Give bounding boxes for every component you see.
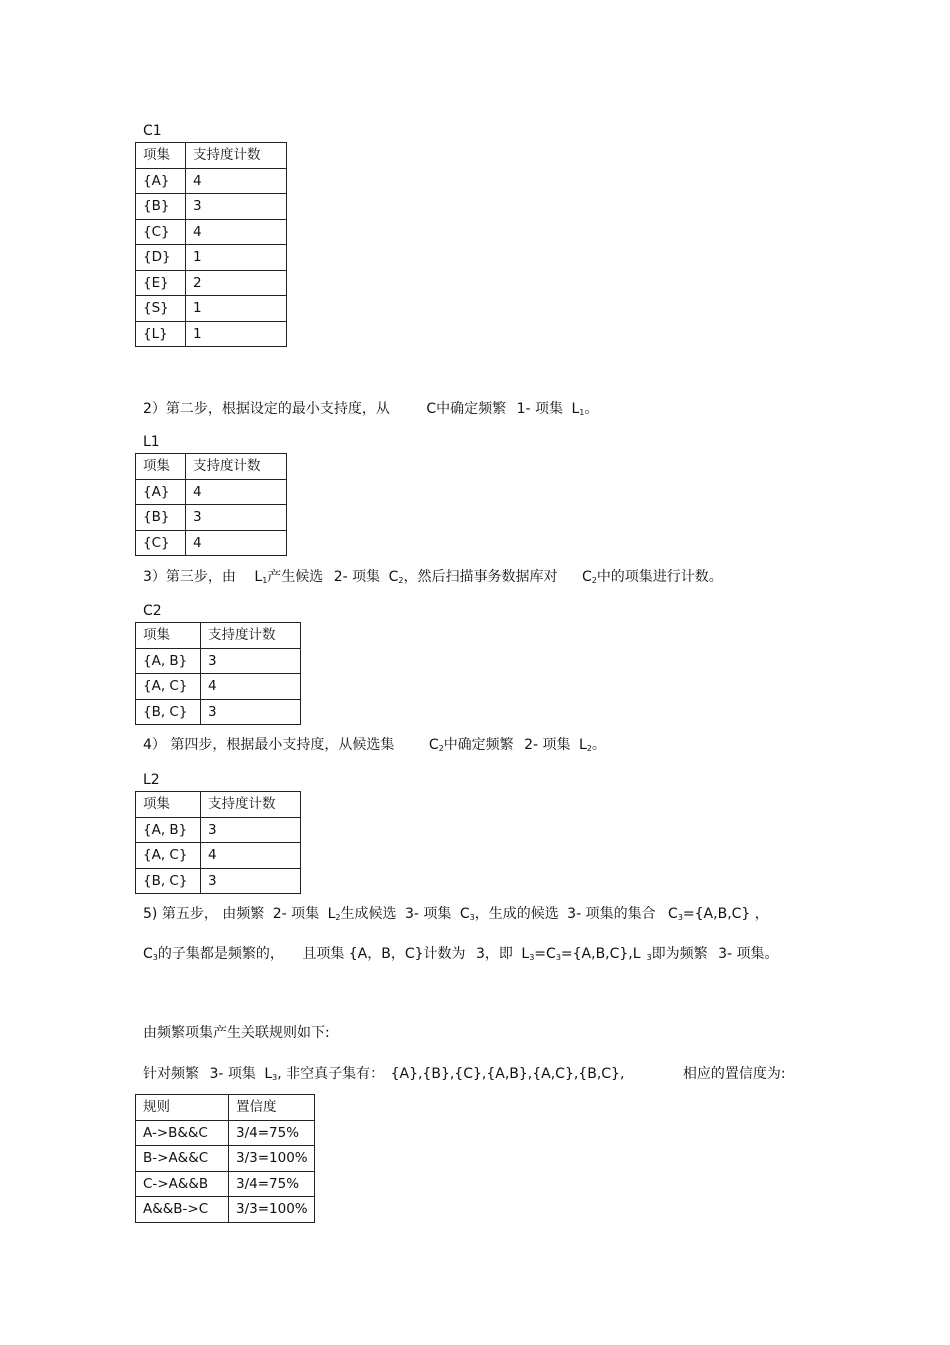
table-cell: 4 [186, 479, 287, 505]
table-c1 [135, 142, 287, 347]
text-span: 1- 项集 [516, 401, 564, 417]
text-span: 2- 项集 [524, 737, 571, 753]
text-span: 即为频繁 [651, 946, 708, 962]
text-span: 2- 项集 [333, 569, 381, 585]
table-cell: 1 [186, 321, 287, 347]
step-4-paragraph [143, 736, 606, 756]
table-label-l2: L2 [143, 772, 160, 788]
table-l2 [135, 791, 301, 894]
subsets-paragraph [143, 1065, 786, 1085]
text-span: L [327, 906, 336, 922]
table-row [136, 245, 287, 271]
subscript: 1 [262, 576, 268, 585]
header-cell: 置信度 [229, 1095, 315, 1121]
table-row [136, 194, 287, 220]
table-row [136, 1120, 315, 1146]
table-cell: 3 [201, 699, 301, 725]
text-span: 且项集 {A，B，C}计数为 [302, 946, 466, 962]
text-span: 中的项集进行计数。 [596, 569, 723, 585]
table-cell: {C} [136, 530, 186, 556]
text-span: L [521, 946, 530, 962]
text-span: , 非空真子集有： [277, 1066, 385, 1082]
table-header-row [136, 1095, 315, 1121]
header-cell: 项集 [136, 623, 201, 649]
text-span: 相应的置信度为: [682, 1066, 786, 1082]
subscript: 3 [272, 1073, 278, 1082]
table-rules [135, 1094, 315, 1223]
text-span: 3）第三步，由 [143, 569, 236, 585]
table-row [136, 296, 287, 322]
text-span: 产生候选 [267, 569, 324, 585]
table-header-row [136, 792, 301, 818]
table-row [136, 674, 301, 700]
table-cell: 2 [186, 270, 287, 296]
rules-intro: 由频繁项集产生关联规则如下: [143, 1025, 330, 1041]
table-cell: {B, C} [136, 868, 201, 894]
table-cell: A&&B->C [136, 1197, 229, 1223]
text-span: 的子集都是频繁的， [157, 946, 284, 962]
subscript: 1 [579, 408, 585, 417]
table-row [136, 1171, 315, 1197]
text-span: C [388, 569, 399, 585]
text-span: 。 [584, 401, 599, 417]
text-span: C [581, 569, 592, 585]
table-header-row [136, 454, 287, 480]
table-row [136, 699, 301, 725]
table-row [136, 1197, 315, 1223]
table-cell: {E} [136, 270, 186, 296]
subscript: 3 [469, 913, 475, 922]
table-row [136, 505, 287, 531]
table-cell: 3 [201, 648, 301, 674]
text-span: 4） 第四步，根据最小支持度，从候选集 [143, 737, 395, 753]
step-2-paragraph [143, 400, 598, 420]
table-cell: 3 [186, 194, 287, 220]
text-span: 3，即 [476, 946, 513, 962]
subscript: 3 [555, 953, 561, 962]
table-row [136, 648, 301, 674]
table-cell: 4 [201, 674, 301, 700]
header-cell: 规则 [136, 1095, 229, 1121]
text-span: C [428, 737, 439, 753]
text-span: C [143, 946, 153, 962]
table-cell: 4 [201, 843, 301, 869]
table-cell: {A} [136, 168, 186, 194]
text-span: 生成候选 [340, 906, 397, 922]
table-row [136, 868, 301, 894]
text-span: =C [534, 946, 556, 962]
header-cell: 支持度计数 [201, 623, 301, 649]
text-span: ，然后扫描事务数据库对 [403, 569, 558, 585]
table-c2 [135, 622, 301, 725]
text-span: 中确定频繁 [436, 401, 507, 417]
table-row [136, 843, 301, 869]
table-cell: 4 [186, 168, 287, 194]
text-span: {A},{B},{C},{A,B},{A,C},{B,C}, [390, 1066, 625, 1082]
text-span: L [571, 401, 580, 417]
table-label-c2: C2 [143, 603, 162, 619]
text-span: ，生成的候选 [474, 906, 559, 922]
table-cell: {B} [136, 505, 186, 531]
subscript: 2 [591, 576, 597, 585]
text-span: L [579, 737, 587, 753]
header-cell: 支持度计数 [201, 792, 301, 818]
table-cell: {A, B} [136, 648, 201, 674]
subscript: 3 [152, 953, 158, 962]
table-cell: {S} [136, 296, 186, 322]
header-cell: 项集 [136, 143, 186, 169]
subscript: 2 [438, 744, 444, 753]
text-span: C [426, 401, 437, 417]
table-cell: {L} [136, 321, 186, 347]
text-span: ={A,B,C},L [560, 946, 641, 962]
subscript: 3 [529, 953, 535, 962]
text-span: 3- 项集 [209, 1066, 256, 1082]
table-l1 [135, 453, 287, 556]
text-span: 3- 项集的集合 [567, 906, 656, 922]
table-label-l1: L1 [143, 434, 160, 450]
table-row [136, 168, 287, 194]
table-row [136, 321, 287, 347]
table-cell: {A, C} [136, 843, 201, 869]
table-label-c1: C1 [143, 123, 162, 139]
table-cell: {D} [136, 245, 186, 271]
table-row [136, 219, 287, 245]
table-cell: A->B&&C [136, 1120, 229, 1146]
table-cell: 4 [186, 530, 287, 556]
step-5-line-2 [143, 945, 779, 965]
text-span: 3- 项集。 [718, 946, 779, 962]
table-row [136, 479, 287, 505]
step-3-paragraph [143, 568, 723, 588]
text-span: 。 [591, 737, 606, 753]
table-row [136, 270, 287, 296]
table-cell: 3 [186, 505, 287, 531]
text-span: ={A,B,C} ， [682, 906, 769, 922]
table-cell: 3 [201, 868, 301, 894]
table-cell: {A, C} [136, 674, 201, 700]
subscript: 3 [677, 913, 683, 922]
table-cell: 3/4=75% [229, 1120, 315, 1146]
table-row [136, 1146, 315, 1172]
text-span: 2）第二步，根据设定的最小支持度，从 [143, 401, 390, 417]
text-span: C [459, 906, 470, 922]
text-span: 针对频繁 [143, 1066, 199, 1082]
header-cell: 支持度计数 [186, 143, 287, 169]
text-span: 中确定频繁 [443, 737, 514, 753]
text-span: C [668, 906, 678, 922]
subscript: 2 [335, 913, 341, 922]
table-cell: {A, B} [136, 817, 201, 843]
table-cell: 3/3=100% [229, 1146, 315, 1172]
subscript: 2 [398, 576, 404, 585]
table-header-row [136, 143, 287, 169]
table-header-row [136, 623, 301, 649]
table-cell: {A} [136, 479, 186, 505]
table-cell: B->A&&C [136, 1146, 229, 1172]
text-span: L [264, 1066, 273, 1082]
text-span: 5) 第五步， 由频繁 [143, 906, 265, 922]
table-row [136, 530, 287, 556]
header-cell: 项集 [136, 792, 201, 818]
table-row [136, 817, 301, 843]
table-cell: 1 [186, 296, 287, 322]
header-cell: 支持度计数 [186, 454, 287, 480]
subscript: 2 [586, 744, 592, 753]
table-cell: {C} [136, 219, 186, 245]
header-cell: 项集 [136, 454, 186, 480]
table-cell: 3/3=100% [229, 1197, 315, 1223]
table-cell: 1 [186, 245, 287, 271]
text-span: L [254, 569, 263, 585]
table-cell: C->A&&B [136, 1171, 229, 1197]
table-cell: {B} [136, 194, 186, 220]
table-cell: {B, C} [136, 699, 201, 725]
table-cell: 3/4=75% [229, 1171, 315, 1197]
text-span: 3- 项集 [404, 906, 452, 922]
table-cell: 3 [201, 817, 301, 843]
subscript: 3 [646, 953, 652, 962]
text-span: 2- 项集 [272, 906, 320, 922]
step-5-line-1 [143, 905, 769, 925]
table-cell: 4 [186, 219, 287, 245]
